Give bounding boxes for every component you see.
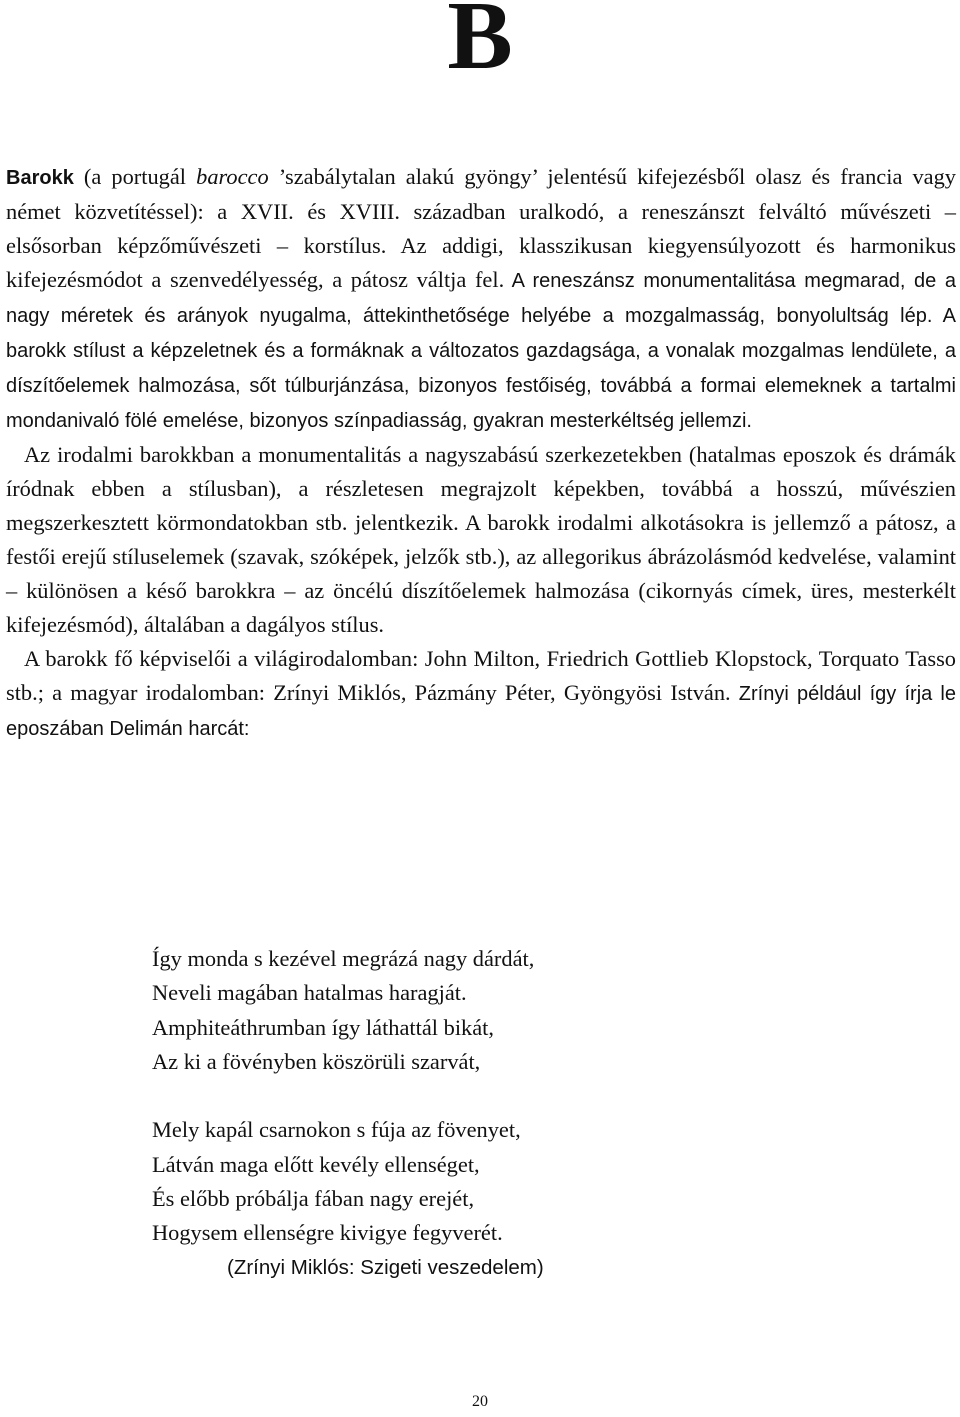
paragraph-representatives — [6, 642, 956, 746]
poem-line: Amphiteáthrumban így láthattál bikát, — [152, 1014, 494, 1040]
term-barokk: Barokk — [6, 167, 74, 189]
poem-citation: (Zrínyi Miklós: Szigeti veszedelem) — [227, 1255, 544, 1279]
paragraph-text: ’szabálytalan alakú gyöngy’ jelentésű kifejezésből olasz és francia vagy német közvetítéssel): a XVII. és XVIII. században uralkodó, a reneszánszt felváltó művészeti – elsősorban képzőművészeti – korstílus. Az addigi, klasszikusan kiegyensúlyozott és harmonikus kifejezésmódot a szenvedélyesség, a pátosz váltja fel. — [6, 164, 957, 292]
poem-quote — [152, 942, 852, 1285]
origin-word: barocco — [196, 164, 269, 189]
poem-line: Így monda s kezével megrázá nagy dárdát, — [152, 946, 535, 971]
poem-line: Neveli magában hatalmas haragját. — [152, 980, 467, 1006]
paragraph-text: A barokk fő képviselői a világirodalomban: John Milton, Friedrich Gottlieb Klopstock, Torquato Tasso stb.; a magyar irodalomban: Zrínyi Miklós, Pázmány Péter, Gyöngyösi István. — [6, 646, 956, 705]
paragraph-text: (a portugál — [73, 164, 197, 189]
poem-line: Hogysem ellenségre kivigye fegyverét. — [152, 1220, 503, 1246]
paragraph-text: Zrínyi például így írja le eposzában Delimán harcát: — [6, 683, 956, 740]
paragraph-text: A reneszánsz monumentalitása megmarad, de a nagy méretek és arányok nyugalma, áttekinthetősége helyébe a mozgalmasság, bonyolultság lép. A barokk stílust a képzeletnek és a formáknak a változatos gazdagsága, a vonalak mozgalmas lendülete, a díszítőelemek halmozása, sőt túlburjánzása, bizonyos festőiség, továbbá a formai elemeknek a tartalmi mondanivaló fölé emelése, bizonyos színpadiasság, gyakran mesterkéltség jellemzi. — [6, 270, 956, 432]
poem-line: És előbb próbálja fában nagy erejét, — [152, 1186, 475, 1212]
poem-line: Az ki a fövényben köszörüli szarvát, — [152, 1048, 481, 1074]
poem-line: Látván maga előtt kevély ellenséget, — [152, 1151, 480, 1177]
section-letter-heading: B — [447, 0, 513, 90]
poem-line: Mely kapál csarnokon s fúja az fövenyet, — [152, 1117, 521, 1143]
paragraph-definition — [6, 160, 956, 438]
stanza-gap — [152, 1079, 852, 1113]
paragraph-literary-baroque: Az irodalmi barokkban a monumentalitás a nagyszabású szerkezetekben (hatalmas eposzok és drámák íródnak ebben a stílusban), a részletesen megrajzolt képekben, továbbá a hosszú, művészien megszerkesztett körmondatokban stb. jelentkezik. A barokk irodalmi alkotásokra is jellemző a pátosz, a festői erejű stíluselemek (szavak, szóképek, jelzők stb.), az allegorikus ábrázolásmód kedvelése, valamint – különösen a késő barokkra – az öncélú díszítőelemek halmozása (cikornyás címek, üres, mesterkélt kifejezésmód), általában a dagályos stílus. — [6, 442, 956, 637]
main-text — [6, 160, 956, 746]
page-number: 20 — [472, 1393, 488, 1410]
